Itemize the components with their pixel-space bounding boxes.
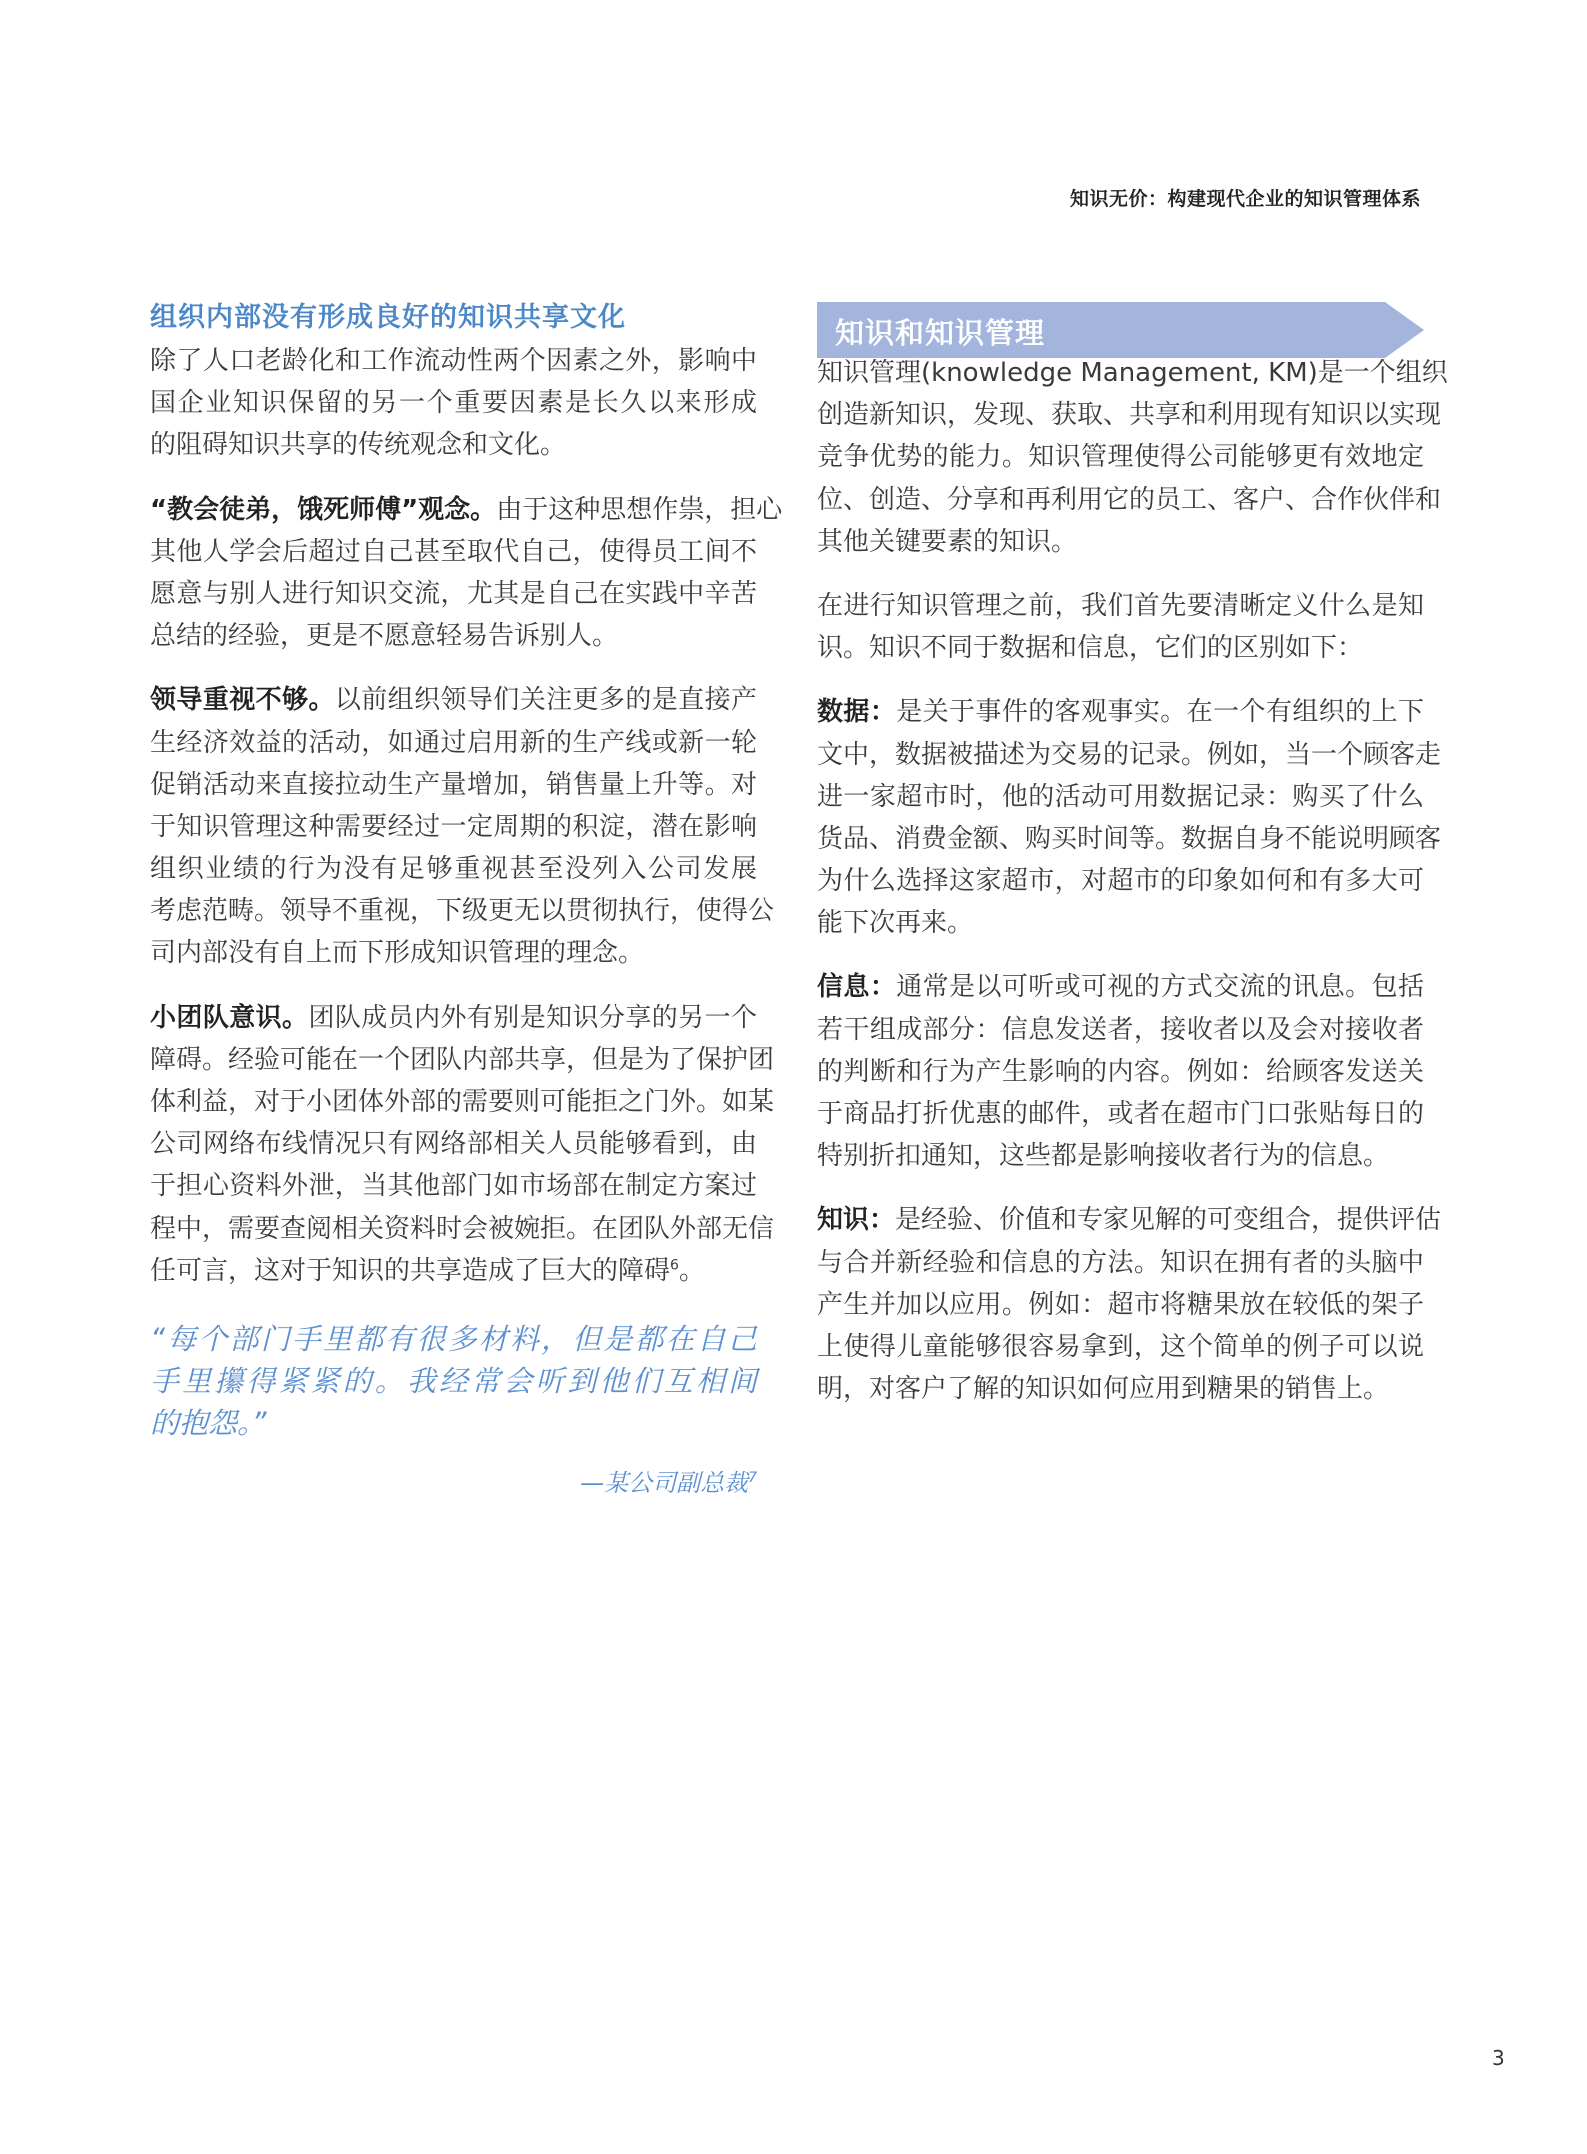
line-text: 组织业绩的行为没有足够重视甚至没列入公司发展 (150, 854, 757, 885)
line-text: 知识管理(knowledge Management, KM)是一个组织 (817, 358, 1448, 388)
text-line (817, 627, 1424, 669)
line-text: 的判断和行为产生影响的内容。例如：给顾客发送关 (817, 1056, 1424, 1087)
line-text: 产生并加以应用。例如：超市将糖果放在较低的架子 (817, 1289, 1424, 1320)
line-text: 总结的经验，更是不愿意轻易告诉别人。 (150, 621, 619, 652)
quote-line: “每个部门手里都有很多材料，但是都在自己 (150, 1321, 757, 1356)
line-text: 识。知识不同于数据和信息，它们的区别如下： (817, 633, 1364, 664)
line-text: 除了人口老龄化和工作流动性两个因素之外，影响中 (150, 346, 757, 376)
page-number: 3 (1492, 2046, 1505, 2070)
line-text: 的阻碍知识共享的传统观念和文化。 (150, 430, 567, 461)
text-line (817, 352, 1448, 394)
paragraph (817, 1199, 1442, 1410)
paragraph (150, 997, 775, 1292)
text-line (817, 1051, 1424, 1093)
paragraph-lead: 领导重视不够。 (150, 685, 335, 716)
text-line (150, 489, 783, 531)
text-line (150, 573, 757, 615)
paragraph-lead: 数据： (817, 697, 897, 728)
line-text: 以前组织领导们关注更多的是直接产 (334, 685, 757, 716)
line-text: 与合并新经验和信息的方法。知识在拥有者的头脑中 (817, 1247, 1424, 1278)
paragraph (817, 352, 1448, 563)
running-header: 知识无价：构建现代企业的知识管理体系 (1069, 188, 1421, 210)
text-line (150, 764, 757, 806)
line-text: 若干组成部分：信息发送者，接收者以及会对接收者 (817, 1014, 1424, 1045)
right-body (817, 352, 1448, 1432)
text-line (150, 679, 757, 721)
line-text: 促销活动来直接拉动生产量增加，销售量上升等。对 (150, 769, 757, 800)
paragraph-lead: 小团队意识。 (150, 1002, 309, 1033)
text-line (817, 436, 1424, 478)
text-line (817, 902, 1424, 944)
line-text: 在进行知识管理之前，我们首先要清晰定义什么是知 (817, 590, 1424, 621)
text-line (817, 521, 1424, 563)
line-text: 公司网络布线情况只有网络部相关人员能够看到，由 (150, 1129, 757, 1160)
line-text: 创造新知识，发现、获取、共享和利用现有知识以实现 (817, 400, 1442, 431)
left-body (150, 340, 783, 1498)
text-line (150, 1208, 775, 1250)
line-text: 货品、消费金额、购买时间等。数据自身不能说明顾客 (817, 823, 1442, 854)
text-line (817, 585, 1424, 627)
text-line (817, 1199, 1442, 1241)
line-text: 障碍。经验可能在一个团队内部共享，但是为了保护团 (150, 1044, 775, 1075)
line-text: 由于这种思想作祟，担心 (496, 494, 783, 525)
line-text: 于担心资料外泄，当其他部门如市场部在制定方案过 (150, 1171, 757, 1202)
line-end: 。 (678, 1255, 705, 1286)
line-text: 进一家超市时，他的活动可用数据记录：购买了什么 (817, 781, 1424, 812)
line-text: 特别折扣通知，这些都是影响接收者行为的信息。 (817, 1141, 1390, 1172)
text-line (817, 479, 1442, 521)
line-text: 文中，数据被描述为交易的记录。例如，当一个顾客走 (817, 739, 1442, 770)
paragraph (817, 966, 1424, 1177)
text-line (150, 1123, 757, 1165)
text-line (817, 1368, 1424, 1410)
line-text: 是经验、价值和专家见解的可变组合，提供评估 (895, 1205, 1442, 1236)
quote-line: 手里攥得紧紧的。我经常会听到他们互相间 (150, 1364, 757, 1399)
text-line (150, 1250, 757, 1292)
section-heading: 组织内部没有形成良好的知识共享文化 (150, 302, 626, 333)
line-text: 为什么选择这家超市，对超市的印象如何和有多大可 (817, 866, 1424, 897)
text-line (150, 1165, 757, 1207)
line-text: 明，对客户了解的知识如何应用到糖果的销售上。 (817, 1374, 1390, 1405)
text-line (150, 1081, 775, 1123)
line-text: 其他关键要素的知识。 (817, 526, 1078, 557)
text-line (150, 848, 757, 890)
text-line (150, 340, 757, 382)
paragraph (817, 585, 1424, 669)
paragraph (150, 679, 775, 974)
text-line (817, 776, 1424, 818)
line-text: 程中，需要查阅相关资料时会被婉拒。在团队外部无信 (150, 1213, 775, 1244)
text-line (817, 691, 1424, 733)
line-text: 团队成员内外有别是知识分享的另一个 (308, 1002, 757, 1033)
line-text: 任可言，这对于知识的共享造成了巨大的障碍 (150, 1255, 671, 1286)
text-line (817, 734, 1442, 776)
line-text: 考虑范畴。领导不重视，下级更无以贯彻执行，使得公 (150, 896, 775, 927)
text-line (817, 1093, 1424, 1135)
paragraph-lead: 信息： (817, 972, 897, 1003)
text-line (150, 531, 757, 573)
text-line (817, 966, 1424, 1008)
text-line (150, 1039, 775, 1081)
text-line (817, 1326, 1424, 1368)
text-line (817, 818, 1442, 860)
footnote-ref: 6 (670, 1257, 679, 1274)
text-line (817, 1135, 1424, 1177)
paragraph-lead: “教会徒弟，饿死师傅”观念。 (150, 494, 497, 525)
line-text: 位、创造、分享和再利用它的员工、客户、合作伙伴和 (817, 484, 1442, 515)
paragraph-lead: 知识： (817, 1205, 896, 1236)
footnote-ref: 7 (748, 1469, 757, 1486)
text-line (817, 860, 1424, 902)
section-banner (817, 302, 1424, 358)
line-text: 上使得儿童能够很容易拿到，这个简单的例子可以说 (817, 1331, 1424, 1362)
line-text: 愿意与别人进行知识交流，尤其是自己在实践中辛苦 (150, 578, 757, 609)
attribution-text: —某公司副总裁 (580, 1468, 749, 1497)
text-line (150, 806, 757, 848)
text-line (150, 424, 757, 466)
quote-attribution (150, 1463, 757, 1498)
text-line (150, 997, 757, 1039)
quote-line: 的抱怨。” (150, 1406, 267, 1441)
line-text: 体利益，对于小团体外部的需要则可能拒之门外。如某 (150, 1087, 775, 1117)
line-text: 司内部没有自上而下形成知识管理的理念。 (150, 938, 645, 969)
line-text: 是关于事件的客观事实。在一个有组织的上下 (896, 697, 1424, 728)
line-text: 国企业知识保留的另一个重要因素是长久以来形成 (150, 388, 757, 419)
line-text: 能下次再来。 (817, 908, 974, 939)
line-text: 于商品打折优惠的邮件，或者在超市门口张贴每日的 (817, 1099, 1424, 1129)
paragraph (150, 340, 757, 467)
banner-title: 知识和知识管理 (835, 316, 1046, 350)
line-text: 竞争优势的能力。知识管理使得公司能够更有效地定 (817, 442, 1424, 473)
text-line (150, 615, 757, 657)
pull-quote (150, 1318, 757, 1445)
text-line (150, 382, 757, 424)
line-text: 其他人学会后超过自己甚至取代自己，使得员工间不 (150, 536, 757, 567)
text-line (150, 890, 775, 932)
text-line (150, 932, 757, 974)
paragraph (817, 691, 1442, 944)
text-line (817, 394, 1442, 436)
text-line (817, 1009, 1424, 1051)
text-line (817, 1284, 1424, 1326)
line-text: 于知识管理这种需要经过一定周期的积淀，潜在影响 (150, 811, 757, 842)
text-line (817, 1242, 1424, 1284)
line-text: 通常是以可听或可视的方式交流的讯息。包括 (896, 972, 1424, 1003)
paragraph (150, 489, 783, 658)
text-line (150, 722, 757, 764)
line-text: 生经济效益的活动，如通过启用新的生产线或新一轮 (150, 727, 757, 758)
